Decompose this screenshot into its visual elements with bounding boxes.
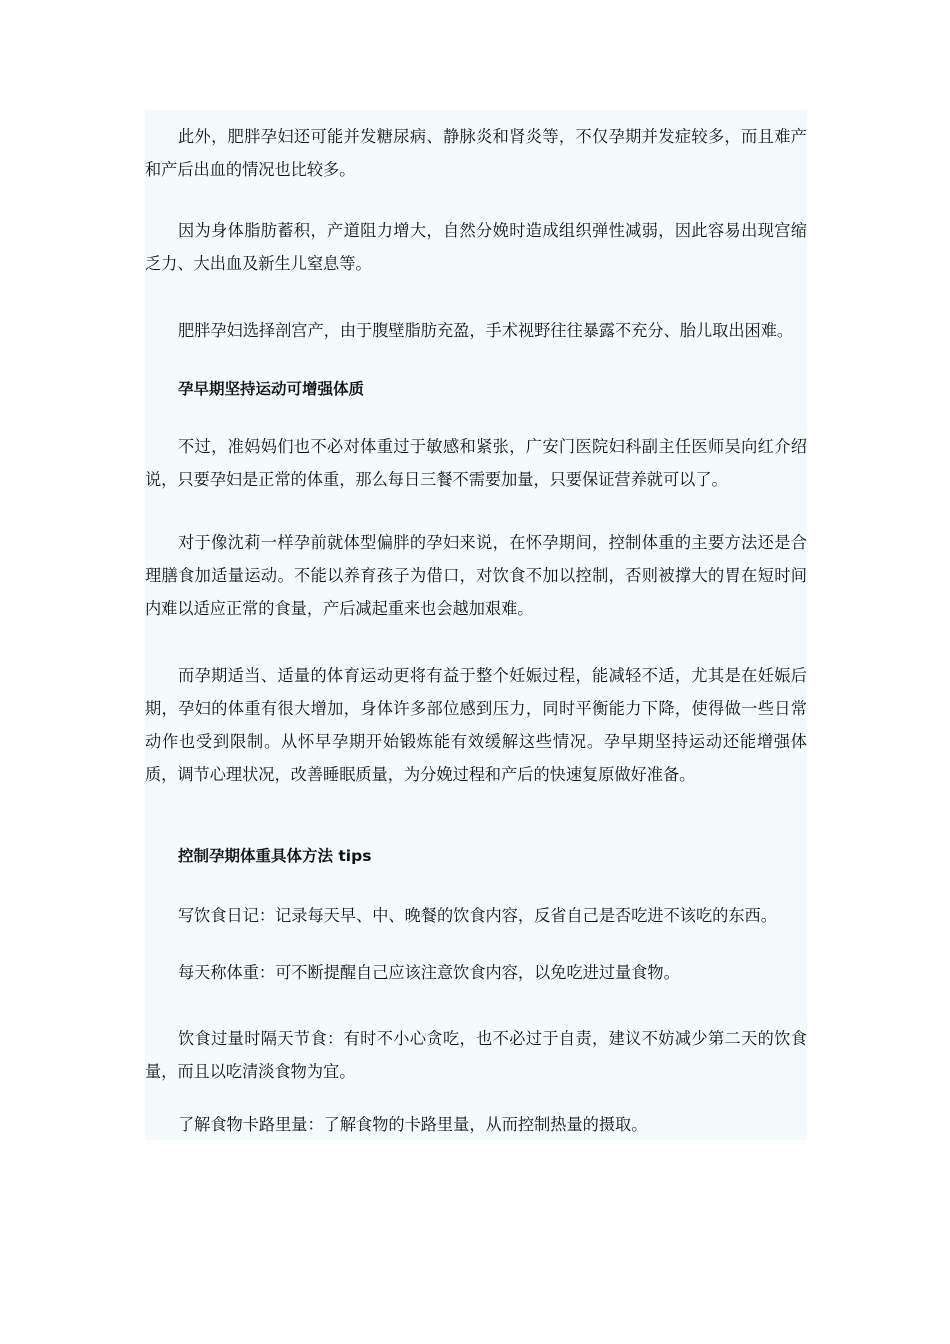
paragraph-delivery-risk: 因为身体脂肪蓄积，产道阻力增大，自然分娩时造成组织弹性减弱，因此容易出现宫缩乏力、大出血及新生儿窒息等。	[145, 221, 807, 273]
tip-daily-weigh: 每天称体重：可不断提醒自己应该注意饮食内容，以免吃进过量食物。	[178, 963, 680, 982]
paragraph-expert-advice: 不过，准妈妈们也不必对体重过于敏感和紧张，广安门医院妇科副主任医师吴向红介绍说，只要孕妇是正常的体重，那么每日三餐不需要加量，只要保证营养就可以了。	[145, 437, 807, 489]
paragraph-exercise-benefits: 而孕期适当、适量的体育运动更将有益于整个妊娠过程，能减轻不适，尤其是在妊娠后期，孕妇的体重有很大增加，身体许多部位感到压力，同时平衡能力下降，使得做一些日常动作也受到限制。从怀早孕期开始锻炼能有效缓解这些情况。孕早期坚持运动还能增强体质，调节心理状况，改善睡眠质量，为分娩过程和产后的快速复原做好准备。	[145, 666, 807, 784]
tip-skip-next-day: 饮食过量时隔天节食：有时不小心贪吃，也不必过于自责，建议不妨减少第二天的饮食量，而且以吃清淡食物为宜。	[145, 1029, 807, 1081]
tip-food-diary: 写饮食日记：记录每天早、中、晚餐的饮食内容，反省自己是否吃进不该吃的东西。	[178, 906, 777, 925]
paragraph-cesarean: 肥胖孕妇选择剖宫产，由于腹壁脂肪充盈，手术视野往往暴露不充分、胎儿取出困难。	[178, 321, 794, 340]
paragraph-complications: 此外，肥胖孕妇还可能并发糖尿病、静脉炎和肾炎等，不仅孕期并发症较多，而且难产和产后出血的情况也比较多。	[145, 127, 807, 179]
paragraph-diet-control: 对于像沈莉一样孕前就体型偏胖的孕妇来说，在怀孕期间，控制体重的主要方法还是合理膳食加适量运动。不能以养育孩子为借口，对饮食不加以控制，否则被撑大的胃在短时间内难以适应正常的食量，产后减起重来也会越加艰难。	[145, 533, 807, 618]
heading-tips: 控制孕期体重具体方法 tips	[178, 847, 372, 865]
heading-exercise: 孕早期坚持运动可增强体质	[178, 380, 365, 398]
tip-calories: 了解食物卡路里量：了解食物的卡路里量，从而控制热量的摄取。	[178, 1115, 648, 1134]
article-body	[145, 110, 807, 1140]
